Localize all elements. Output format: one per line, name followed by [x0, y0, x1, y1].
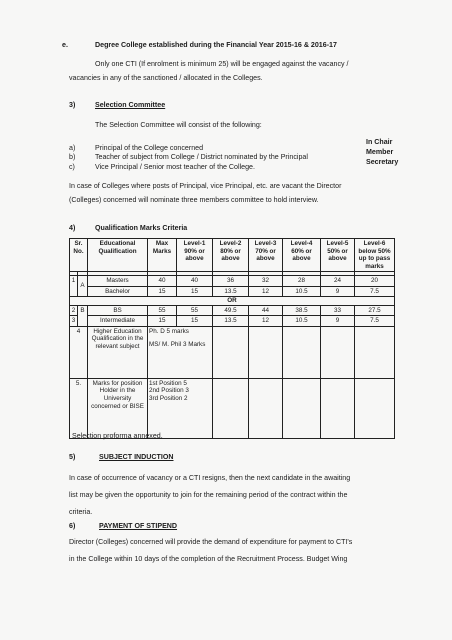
- cell-l3: 12: [249, 316, 283, 327]
- section-e-para-line1: Only one CTI (If enrolment is minimum 25) will be engaged against the vacancy /: [95, 60, 349, 68]
- cell-l1: 55: [177, 305, 213, 316]
- section-6-line2: in the College within 10 days of the completion of the Recruitment Process. Budget Wing: [69, 555, 348, 563]
- committee-item-a-marker: a): [69, 144, 76, 152]
- committee-item-a-role: In Chair: [366, 138, 393, 146]
- group-b-letter: B: [78, 305, 88, 326]
- row4-qual: Higher Education Qualification in the relevant subject: [88, 326, 148, 378]
- row4-marks-line1: Ph. D 5 marks: [149, 327, 189, 335]
- table-row-or: [70, 297, 395, 306]
- section-3-title: Selection Committee: [95, 101, 166, 109]
- group-a-letter: A: [78, 276, 88, 297]
- cell-l4: 38.5: [283, 305, 321, 316]
- section-3-number: 3): [69, 101, 76, 109]
- committee-item-c-text: Vice Principal / Senior most teacher of the College.: [95, 163, 255, 171]
- cell-l3: 44: [249, 305, 283, 316]
- row5-marks-line1: 1st Position 5: [149, 379, 187, 387]
- committee-item-b-text: Teacher of subject from College / District nominated by the Principal: [95, 153, 308, 161]
- section-3-note-line1: In case of Colleges where posts of Principal, vice Principal, etc. are vacant the Director: [69, 182, 342, 190]
- cell-qual: Masters: [88, 276, 148, 287]
- cell-l5: 33: [321, 305, 355, 316]
- table-row-position-holder: [70, 378, 395, 438]
- committee-item-c-role: Secretary: [366, 158, 399, 166]
- cell-max: 15: [148, 286, 177, 297]
- row4-sr: 4: [70, 326, 88, 378]
- cell-l2: 49.5: [213, 305, 249, 316]
- section-5-number: 5): [69, 453, 76, 461]
- cell-l3: 32: [249, 276, 283, 287]
- header-level-3: Level-3 70% or above: [249, 239, 283, 272]
- committee-item-b-role: Member: [366, 148, 394, 156]
- table-row-bachelor: [70, 286, 395, 297]
- cell-l1: 40: [177, 276, 213, 287]
- section-5-line1: In case of occurrence of vacancy or a CTI resigns, then the next candidate in the awaiting: [69, 474, 351, 482]
- table-row-masters: [70, 276, 395, 287]
- cell-l2: 13.5: [213, 316, 249, 327]
- row5-marks-line3: 3rd Position 2: [149, 395, 188, 403]
- section-6-title: PAYMENT OF STIPEND: [99, 522, 178, 530]
- committee-item-c-marker: c): [69, 163, 75, 171]
- cell-l1: 15: [177, 316, 213, 327]
- cell-l1: 15: [177, 286, 213, 297]
- group-b-sr: 2: [70, 305, 78, 316]
- header-max-marks: Max Marks: [148, 239, 177, 272]
- annex-note: Selection proforma annexed.: [72, 432, 163, 440]
- section-e-marker: e.: [62, 41, 68, 49]
- section-4-title: Qualification Marks Criteria: [95, 224, 188, 232]
- row5-qual: Marks for position Holder in the University concerned or BISE: [88, 378, 148, 438]
- cell-qual: Bachelor: [88, 286, 148, 297]
- cell-l6: 7.5: [355, 286, 395, 297]
- header-level-4: Level-4 60% or above: [283, 239, 321, 272]
- committee-item-a-text: Principal of the College concerned: [95, 144, 204, 152]
- header-sr-no: Sr. No.: [70, 239, 88, 272]
- cell-l4: 10.5: [283, 286, 321, 297]
- cell-qual: BS: [88, 305, 148, 316]
- header-level-5: Level-5 50% or above: [321, 239, 355, 272]
- cell-l5: 24: [321, 276, 355, 287]
- cell-l2: 13.5: [213, 286, 249, 297]
- header-level-6: Level-6 below 50% up to pass marks: [355, 239, 395, 272]
- cell-max: 15: [148, 316, 177, 327]
- section-5-title: SUBJECT INDUCTION: [99, 453, 174, 461]
- cell-l4: 10.5: [283, 316, 321, 327]
- cell-max: 55: [148, 305, 177, 316]
- cell-max: 40: [148, 276, 177, 287]
- row5-marks-line2: 2nd Position 3: [149, 387, 189, 395]
- section-e-para-line2: vacancies in any of the sanctioned / allocated in the Colleges.: [69, 74, 263, 82]
- cell-l4: 28: [283, 276, 321, 287]
- cell-l6: 20: [355, 276, 395, 287]
- table-header-row: [70, 239, 395, 272]
- cell-l6: 27.5: [355, 305, 395, 316]
- table-row-higher-education: [70, 326, 395, 378]
- section-e-title: Degree College established during the Financial Year 2015-16 & 2016-17: [95, 41, 337, 49]
- row5-sr: 5.: [70, 378, 88, 438]
- section-3-intro: The Selection Committee will consist of the following:: [95, 121, 262, 129]
- cell-qual: Intermediate: [88, 316, 148, 327]
- cell-l2: 36: [213, 276, 249, 287]
- header-level-2: Level-2 80% or above: [213, 239, 249, 272]
- or-divider: OR: [70, 297, 395, 306]
- header-qualification: Educational Qualification: [88, 239, 148, 272]
- row4-marks-line2: MS/ M. Phil 3 Marks: [149, 341, 206, 349]
- cell-l3: 12: [249, 286, 283, 297]
- section-6-line1: Director (Colleges) concerned will provide the demand of expenditure for payment to CTI's: [69, 538, 353, 546]
- section-3-note-line2: (Colleges) concerned will nominate three members committee to hold interview.: [69, 196, 319, 204]
- qualification-marks-table: [69, 238, 395, 439]
- table-row-bs: [70, 305, 395, 316]
- section-4-number: 4): [69, 224, 76, 232]
- cell-l5: 9: [321, 316, 355, 327]
- section-6-number: 6): [69, 522, 76, 530]
- table-row-intermediate: [70, 316, 395, 327]
- cell-l5: 9: [321, 286, 355, 297]
- section-5-line2: list may be given the opportunity to join for the remaining period of the contract within the: [69, 491, 348, 499]
- cell-l6: 7.5: [355, 316, 395, 327]
- group-b-sr-2: 3: [70, 316, 78, 327]
- committee-item-b-marker: b): [69, 153, 76, 161]
- section-5-line3: criteria.: [69, 508, 93, 516]
- row5-marks: [148, 378, 213, 438]
- group-a-sr: 1: [70, 276, 78, 297]
- row4-marks: [148, 326, 213, 378]
- header-level-1: Level-1 90% or above: [177, 239, 213, 272]
